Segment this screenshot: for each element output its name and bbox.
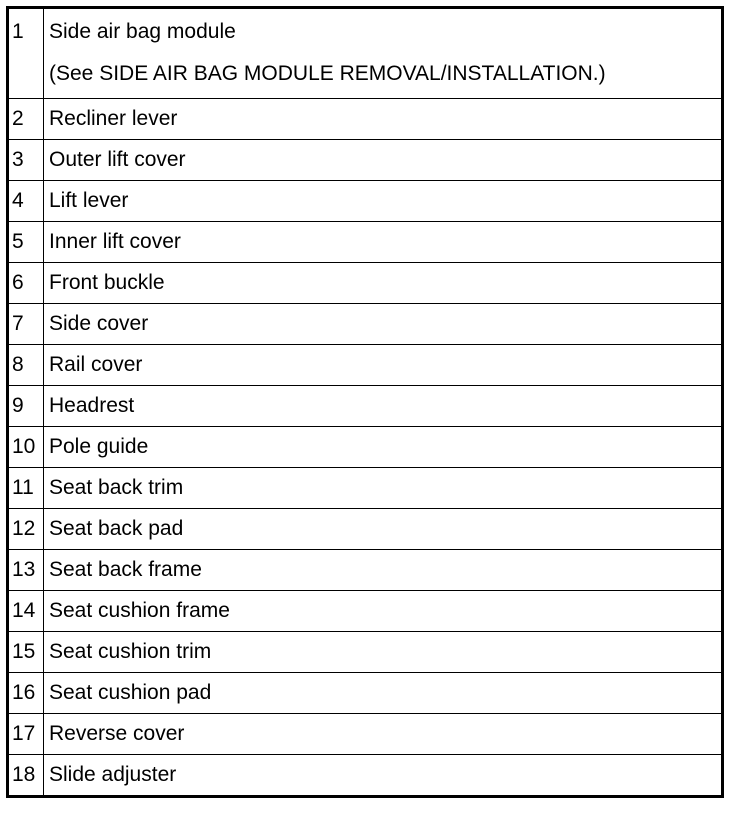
part-name: Recliner lever xyxy=(44,99,723,140)
part-number: 17 xyxy=(8,714,44,755)
part-number: 16 xyxy=(8,673,44,714)
part-name: Front buckle xyxy=(44,263,723,304)
part-name: Headrest xyxy=(44,386,723,427)
part-number: 5 xyxy=(8,222,44,263)
part-name: Seat cushion pad xyxy=(44,673,723,714)
part-name: Seat back frame xyxy=(44,550,723,591)
part-name: Side cover xyxy=(44,304,723,345)
table-row xyxy=(8,550,723,591)
part-number: 7 xyxy=(8,304,44,345)
part-name: Side air bag module xyxy=(49,20,236,43)
table-row xyxy=(8,714,723,755)
part-number: 18 xyxy=(8,755,44,797)
part-number: 13 xyxy=(8,550,44,591)
table-row xyxy=(8,591,723,632)
part-name: Lift lever xyxy=(44,181,723,222)
part-number: 9 xyxy=(8,386,44,427)
part-name: Seat cushion trim xyxy=(44,632,723,673)
part-name: Slide adjuster xyxy=(44,755,723,797)
part-number: 15 xyxy=(8,632,44,673)
part-name: Rail cover xyxy=(44,345,723,386)
table-row xyxy=(8,263,723,304)
part-number: 3 xyxy=(8,140,44,181)
table-row xyxy=(8,755,723,797)
part-number: 12 xyxy=(8,509,44,550)
table-row xyxy=(8,345,723,386)
table-row xyxy=(8,181,723,222)
table-row xyxy=(8,427,723,468)
table-row xyxy=(8,304,723,345)
table-row xyxy=(8,386,723,427)
table-row xyxy=(8,468,723,509)
part-name: Seat back trim xyxy=(44,468,723,509)
table-row xyxy=(8,509,723,550)
part-description xyxy=(44,8,723,99)
part-number: 2 xyxy=(8,99,44,140)
part-name: Seat back pad xyxy=(44,509,723,550)
table-row xyxy=(8,140,723,181)
table-row xyxy=(8,632,723,673)
part-number: 14 xyxy=(8,591,44,632)
part-number: 6 xyxy=(8,263,44,304)
table-row xyxy=(8,222,723,263)
parts-table xyxy=(6,6,724,798)
part-note: (See SIDE AIR BAG MODULE REMOVAL/INSTALLATION.) xyxy=(49,62,606,85)
part-number: 4 xyxy=(8,181,44,222)
table-row xyxy=(8,8,723,99)
part-name: Outer lift cover xyxy=(44,140,723,181)
part-name: Pole guide xyxy=(44,427,723,468)
table-row xyxy=(8,99,723,140)
part-number: 10 xyxy=(8,427,44,468)
table-row xyxy=(8,673,723,714)
part-name: Inner lift cover xyxy=(44,222,723,263)
part-name: Reverse cover xyxy=(44,714,723,755)
part-number: 1 xyxy=(8,8,44,99)
part-number: 8 xyxy=(8,345,44,386)
part-name: Seat cushion frame xyxy=(44,591,723,632)
part-number: 11 xyxy=(8,468,44,509)
